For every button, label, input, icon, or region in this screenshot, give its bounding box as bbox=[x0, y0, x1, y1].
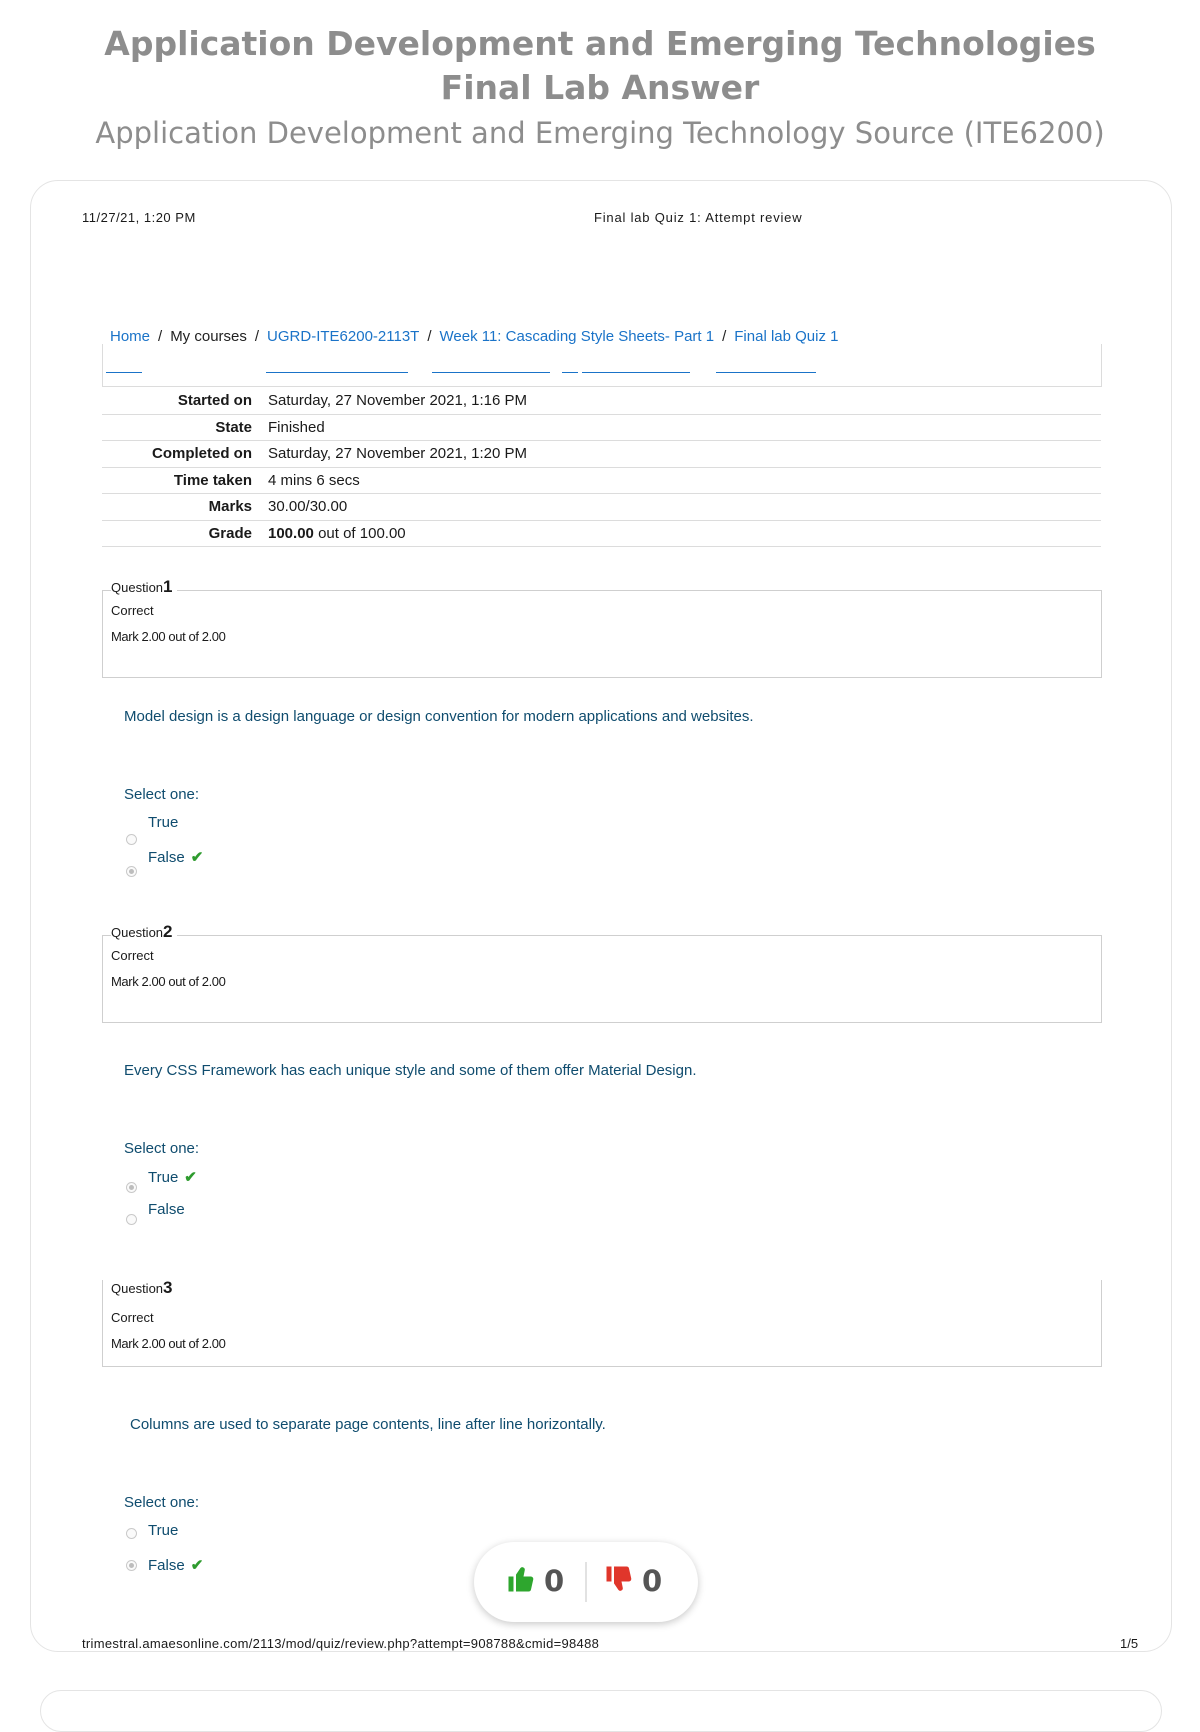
summary-label: Marks bbox=[102, 494, 268, 521]
question-1-option-true[interactable] bbox=[148, 814, 178, 831]
question-3-text: Columns are used to separate page contents, line after line horizontally. bbox=[130, 1416, 606, 1433]
summary-label: Time taken bbox=[102, 467, 268, 494]
question-number: 3 bbox=[163, 1278, 173, 1297]
option-label: False bbox=[148, 1557, 185, 1574]
option-label: False bbox=[148, 849, 185, 866]
summary-label: Completed on bbox=[102, 441, 268, 468]
grade-out-of: out of 100.00 bbox=[318, 524, 406, 542]
breadcrumb-separator: / bbox=[254, 328, 260, 345]
question-1-mark: Mark 2.00 out of 2.00 bbox=[111, 629, 226, 644]
question-word: Question bbox=[111, 580, 164, 595]
summary-label: State bbox=[102, 414, 268, 441]
summary-row-time bbox=[102, 467, 1101, 494]
breadcrumb-quiz-link[interactable]: Final lab Quiz 1 bbox=[734, 328, 839, 345]
breadcrumb-home-link[interactable]: Home bbox=[110, 328, 151, 345]
question-3-option-false[interactable] bbox=[148, 1556, 203, 1574]
thumbs-down-icon[interactable] bbox=[604, 1564, 634, 1602]
question-number: 2 bbox=[163, 922, 173, 941]
summary-value: 30.00/30.00 bbox=[268, 494, 1101, 521]
footer-page-number: 1/5 bbox=[1120, 1636, 1139, 1651]
breadcrumb-separator: / bbox=[158, 328, 163, 345]
question-3-option-true[interactable] bbox=[148, 1522, 178, 1539]
question-2-prompt: Select one: bbox=[124, 1140, 200, 1157]
question-1-label bbox=[111, 577, 177, 597]
question-1-radio-false[interactable] bbox=[126, 866, 137, 877]
question-1-prompt: Select one: bbox=[124, 786, 200, 803]
link-underline bbox=[266, 372, 408, 373]
link-underline bbox=[432, 372, 550, 373]
print-page-title: Final lab Quiz 1: Attempt review bbox=[594, 210, 803, 225]
question-2-radio-true[interactable] bbox=[126, 1182, 137, 1193]
question-2-label bbox=[111, 922, 177, 942]
breadcrumb-section-link[interactable]: Week 11: Cascading Style Sheets- Part 1 bbox=[439, 328, 715, 345]
upvote-count: 0 bbox=[544, 1564, 565, 1598]
correct-check-icon: ✔ bbox=[190, 1557, 204, 1574]
question-1-radio-true[interactable] bbox=[126, 834, 137, 845]
question-2-info-box bbox=[102, 922, 1102, 1023]
link-underline bbox=[716, 372, 816, 373]
question-3-mark: Mark 2.00 out of 2.00 bbox=[111, 1336, 226, 1351]
summary-value: Saturday, 27 November 2021, 1:16 PM bbox=[268, 388, 1101, 414]
summary-row-grade bbox=[102, 520, 1101, 547]
vote-divider bbox=[585, 1562, 587, 1602]
link-underline bbox=[106, 372, 142, 373]
summary-value: Finished bbox=[268, 414, 1101, 441]
question-1-option-false[interactable] bbox=[148, 848, 203, 866]
grade-score: 100.00 bbox=[268, 524, 314, 542]
vote-widget bbox=[474, 1542, 698, 1622]
breadcrumb-box bbox=[102, 344, 1102, 387]
question-2-option-true[interactable] bbox=[148, 1168, 197, 1186]
option-label: True bbox=[148, 1522, 179, 1539]
summary-label: Grade bbox=[102, 520, 268, 547]
question-word: Question bbox=[111, 925, 164, 940]
breadcrumb-separator: / bbox=[427, 328, 432, 345]
correct-check-icon: ✔ bbox=[190, 849, 204, 866]
print-date: 11/27/21, 1:20 PM bbox=[82, 210, 196, 225]
document-subtitle: Application Development and Emerging Technology Source (ITE6200) bbox=[95, 116, 1105, 150]
footer-url: trimestral.amaesonline.com/2113/mod/quiz/review.php?attempt=908788&cmid=98488 bbox=[82, 1636, 600, 1651]
question-word: Question bbox=[111, 1281, 164, 1296]
document-title: Application Development and Emerging Technologies Final Lab Answer bbox=[104, 24, 1096, 107]
question-1-info-box bbox=[102, 577, 1102, 678]
attempt-summary-table bbox=[102, 388, 1101, 547]
option-label: True bbox=[148, 1169, 179, 1186]
question-2-mark: Mark 2.00 out of 2.00 bbox=[111, 974, 226, 989]
link-underline bbox=[582, 372, 690, 373]
question-2-radio-false[interactable] bbox=[126, 1214, 137, 1225]
downvote-count: 0 bbox=[642, 1564, 663, 1598]
summary-row-completed bbox=[102, 441, 1101, 468]
summary-value: Saturday, 27 November 2021, 1:20 PM bbox=[268, 441, 1101, 468]
question-3-info-box bbox=[102, 1280, 1102, 1367]
summary-value: 4 mins 6 secs bbox=[268, 467, 1101, 494]
link-underline bbox=[562, 372, 578, 373]
breadcrumb-course-link[interactable]: UGRD-ITE6200-2113T bbox=[267, 328, 420, 345]
breadcrumb-separator: / bbox=[722, 328, 727, 345]
correct-check-icon: ✔ bbox=[184, 1169, 197, 1186]
question-3-radio-false[interactable] bbox=[126, 1560, 137, 1571]
question-2-option-false[interactable] bbox=[148, 1201, 185, 1218]
question-3-label bbox=[111, 1278, 177, 1298]
question-number: 1 bbox=[163, 577, 173, 596]
summary-row-state bbox=[102, 414, 1101, 441]
question-2-state: Correct bbox=[111, 948, 154, 963]
question-3-state: Correct bbox=[111, 1310, 154, 1325]
question-2-text: Every CSS Framework has each unique style and some of them offer Material Design. bbox=[124, 1062, 697, 1079]
question-3-radio-true[interactable] bbox=[126, 1528, 137, 1539]
thumbs-up-icon[interactable] bbox=[506, 1564, 536, 1602]
breadcrumb-my-courses: My courses bbox=[170, 328, 247, 345]
question-1-state: Correct bbox=[111, 603, 154, 618]
option-label: False bbox=[148, 1201, 185, 1218]
summary-row-started bbox=[102, 388, 1101, 414]
next-page-card bbox=[40, 1690, 1162, 1732]
summary-row-marks bbox=[102, 494, 1101, 521]
option-label: True bbox=[148, 814, 179, 831]
summary-label: Started on bbox=[102, 388, 268, 414]
breadcrumb bbox=[110, 328, 838, 345]
question-3-prompt: Select one: bbox=[124, 1494, 200, 1511]
question-1-text: Model design is a design language or design convention for modern applications and websites. bbox=[124, 708, 754, 725]
summary-value bbox=[268, 520, 1101, 547]
